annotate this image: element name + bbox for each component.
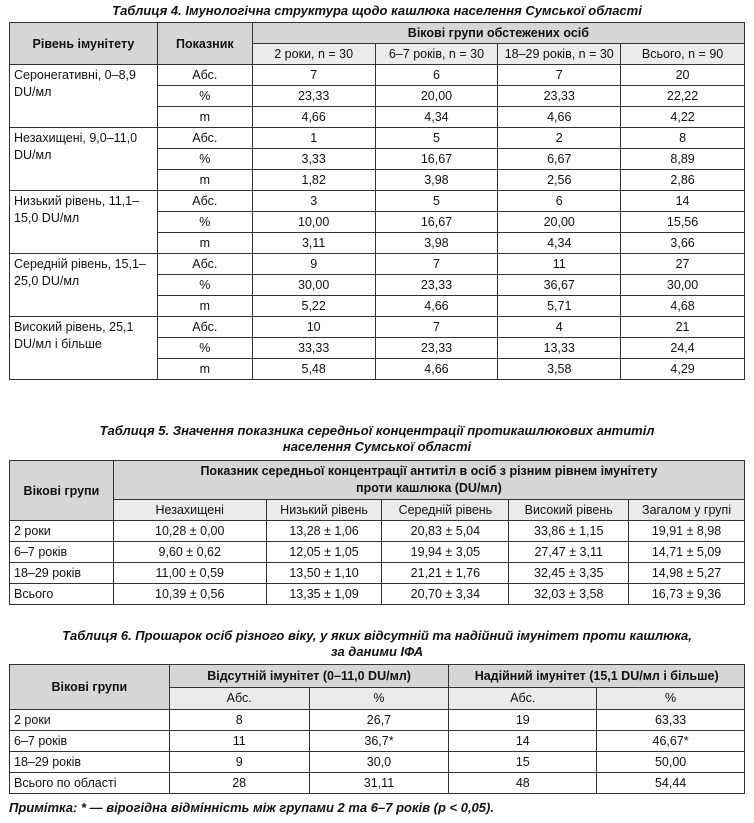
- col-header-groups: Вікові групи обстежених осіб: [252, 23, 744, 44]
- value-cell: 10,28 ± 0,00: [113, 521, 266, 542]
- value-cell: 3,98: [375, 233, 498, 254]
- age-group-cell: 18–29 років: [10, 752, 170, 773]
- value-cell: 5: [375, 128, 498, 149]
- col-header-abs: Абс.: [169, 687, 309, 710]
- value-cell: 21,21 ± 1,76: [382, 563, 509, 584]
- value-cell: 14,71 ± 5,09: [629, 542, 745, 563]
- age-group-cell: Всього по області: [10, 773, 170, 794]
- table-row: [10, 542, 745, 563]
- value-cell: 9: [169, 752, 309, 773]
- table-row: [10, 752, 745, 773]
- indicator-cell: Абс.: [157, 128, 252, 149]
- value-cell: 3,98: [375, 170, 498, 191]
- value-cell: 4,66: [498, 107, 621, 128]
- value-cell: 46,67*: [597, 731, 745, 752]
- value-cell: 23,33: [375, 338, 498, 359]
- table6-caption: [0, 628, 754, 660]
- value-cell: 3,33: [252, 149, 375, 170]
- age-group-cell: 2 роки: [10, 521, 114, 542]
- value-cell: 5,48: [252, 359, 375, 380]
- row-group-label: Середній рівень, 15,1–25,0 DU/мл: [10, 254, 158, 317]
- value-cell: 3: [252, 191, 375, 212]
- value-cell: 11: [498, 254, 621, 275]
- col-header-age: 18–29 років, n = 30: [498, 44, 621, 65]
- indicator-cell: Абс.: [157, 254, 252, 275]
- value-cell: 10,39 ± 0,56: [113, 584, 266, 605]
- value-cell: 13,33: [498, 338, 621, 359]
- indicator-cell: %: [157, 149, 252, 170]
- value-cell: 3,11: [252, 233, 375, 254]
- value-cell: 20,00: [498, 212, 621, 233]
- value-cell: 27,47 ± 3,11: [509, 542, 629, 563]
- indicator-cell: Абс.: [157, 317, 252, 338]
- col-header-level: Загалом у групі: [629, 500, 745, 521]
- table-row: [10, 254, 745, 275]
- value-cell: 16,67: [375, 212, 498, 233]
- value-cell: 15: [449, 752, 597, 773]
- row-group-label: Незахищені, 9,0–11,0 DU/мл: [10, 128, 158, 191]
- value-cell: 8: [621, 128, 745, 149]
- col-header-absent: Відсутній імунітет (0–11,0 DU/мл): [169, 665, 449, 688]
- age-group-cell: 2 роки: [10, 710, 170, 731]
- value-cell: 16,67: [375, 149, 498, 170]
- col-header-indicator: Показник: [157, 23, 252, 65]
- table-6: [9, 664, 745, 794]
- value-cell: 23,33: [498, 86, 621, 107]
- value-cell: 6: [498, 191, 621, 212]
- value-cell: 13,35 ± 1,09: [266, 584, 382, 605]
- col-header-level: Середній рівень: [382, 500, 509, 521]
- value-cell: 5,71: [498, 296, 621, 317]
- value-cell: 15,56: [621, 212, 745, 233]
- value-cell: 4,66: [252, 107, 375, 128]
- value-cell: 12,05 ± 1,05: [266, 542, 382, 563]
- table-row: [10, 731, 745, 752]
- value-cell: 23,33: [252, 86, 375, 107]
- value-cell: 14: [621, 191, 745, 212]
- col-header-age-groups: Вікові групи: [10, 461, 114, 521]
- value-cell: 6: [375, 65, 498, 86]
- table-row: [10, 773, 745, 794]
- value-cell: 8,89: [621, 149, 745, 170]
- value-cell: 11,00 ± 0,59: [113, 563, 266, 584]
- value-cell: 63,33: [597, 710, 745, 731]
- value-cell: 36,7*: [309, 731, 449, 752]
- value-cell: 30,00: [252, 275, 375, 296]
- value-cell: 26,7: [309, 710, 449, 731]
- value-cell: 9: [252, 254, 375, 275]
- table-row: [10, 521, 745, 542]
- value-cell: 4: [498, 317, 621, 338]
- indicator-cell: Абс.: [157, 65, 252, 86]
- col-header-level: Високий рівень: [509, 500, 629, 521]
- table-row: [10, 710, 745, 731]
- value-cell: 19: [449, 710, 597, 731]
- table-4: [9, 22, 745, 380]
- value-cell: 13,50 ± 1,10: [266, 563, 382, 584]
- col-header-concentration: [113, 461, 744, 500]
- table-5: [9, 460, 745, 605]
- col-header-level: Незахищені: [113, 500, 266, 521]
- col-header-reliable: Надійний імунітет (15,1 DU/мл і більше): [449, 665, 745, 688]
- value-cell: 9,60 ± 0,62: [113, 542, 266, 563]
- value-cell: 7: [375, 317, 498, 338]
- value-cell: 30,0: [309, 752, 449, 773]
- value-cell: 6,67: [498, 149, 621, 170]
- value-cell: 3,66: [621, 233, 745, 254]
- table5-caption-line: Таблиця 5. Значення показника середньої концентрації протикашлюкових антитіл: [99, 423, 655, 438]
- col-header-level: Рівень імунітету: [10, 23, 158, 65]
- indicator-cell: m: [157, 233, 252, 254]
- row-group-label: Низький рівень, 11,1–15,0 DU/мл: [10, 191, 158, 254]
- value-cell: 33,33: [252, 338, 375, 359]
- indicator-cell: %: [157, 212, 252, 233]
- value-cell: 21: [621, 317, 745, 338]
- indicator-cell: m: [157, 170, 252, 191]
- value-cell: 20,70 ± 3,34: [382, 584, 509, 605]
- age-group-cell: Всього: [10, 584, 114, 605]
- value-cell: 14,98 ± 5,27: [629, 563, 745, 584]
- col-header-abs: Абс.: [449, 687, 597, 710]
- indicator-cell: %: [157, 275, 252, 296]
- footnote: Примітка: * — вірогідна відмінність між групами 2 та 6–7 років (p < 0,05).: [9, 800, 494, 815]
- value-cell: 11: [169, 731, 309, 752]
- value-cell: 33,86 ± 1,15: [509, 521, 629, 542]
- value-cell: 32,45 ± 3,35: [509, 563, 629, 584]
- value-cell: 36,67: [498, 275, 621, 296]
- indicator-cell: %: [157, 338, 252, 359]
- col-header-level: Низький рівень: [266, 500, 382, 521]
- value-cell: 54,44: [597, 773, 745, 794]
- col-header-pct: %: [597, 687, 745, 710]
- value-cell: 19,94 ± 3,05: [382, 542, 509, 563]
- table4-caption: Таблиця 4. Імунологічна структура щодо кашлюка населення Сумської області: [112, 3, 642, 18]
- value-cell: 4,66: [375, 359, 498, 380]
- value-cell: 10: [252, 317, 375, 338]
- table-row: [10, 317, 745, 338]
- value-cell: 8: [169, 710, 309, 731]
- table-row: [10, 191, 745, 212]
- col-header-age-groups: Вікові групи: [10, 665, 170, 710]
- table-row: [10, 584, 745, 605]
- value-cell: 7: [252, 65, 375, 86]
- age-group-cell: 6–7 років: [10, 542, 114, 563]
- row-group-label: Серонегативні, 0–8,9 DU/мл: [10, 65, 158, 128]
- value-cell: 32,03 ± 3,58: [509, 584, 629, 605]
- value-cell: 4,66: [375, 296, 498, 317]
- value-cell: 1,82: [252, 170, 375, 191]
- value-cell: 48: [449, 773, 597, 794]
- indicator-cell: Абс.: [157, 191, 252, 212]
- row-group-label: Високий рівень, 25,1 DU/мл і більше: [10, 317, 158, 380]
- table6-caption-line: Таблиця 6. Прошарок осіб різного віку, у яких відсутній та надійний імунітет проти кашлюка,: [62, 628, 692, 643]
- value-cell: 20,00: [375, 86, 498, 107]
- value-cell: 2,86: [621, 170, 745, 191]
- value-cell: 20,83 ± 5,04: [382, 521, 509, 542]
- value-cell: 5: [375, 191, 498, 212]
- value-cell: 4,34: [498, 233, 621, 254]
- table5-caption: [0, 423, 754, 455]
- table-row: [10, 563, 745, 584]
- value-cell: 20: [621, 65, 745, 86]
- value-cell: 1: [252, 128, 375, 149]
- col-header-pct: %: [309, 687, 449, 710]
- value-cell: 4,68: [621, 296, 745, 317]
- value-cell: 5,22: [252, 296, 375, 317]
- value-cell: 27: [621, 254, 745, 275]
- value-cell: 13,28 ± 1,06: [266, 521, 382, 542]
- value-cell: 23,33: [375, 275, 498, 296]
- col-header-age: Всього, n = 90: [621, 44, 745, 65]
- indicator-cell: %: [157, 86, 252, 107]
- value-cell: 22,22: [621, 86, 745, 107]
- indicator-cell: m: [157, 107, 252, 128]
- indicator-cell: m: [157, 296, 252, 317]
- age-group-cell: 6–7 років: [10, 731, 170, 752]
- value-cell: 50,00: [597, 752, 745, 773]
- col-header-age: 2 роки, n = 30: [252, 44, 375, 65]
- value-cell: 4,34: [375, 107, 498, 128]
- col-header-age: 6–7 років, n = 30: [375, 44, 498, 65]
- value-cell: 2,56: [498, 170, 621, 191]
- table-row: [10, 128, 745, 149]
- value-cell: 28: [169, 773, 309, 794]
- value-cell: 24,4: [621, 338, 745, 359]
- table-row: [10, 65, 745, 86]
- value-cell: 4,22: [621, 107, 745, 128]
- value-cell: 7: [498, 65, 621, 86]
- value-cell: 3,58: [498, 359, 621, 380]
- header-line: Показник середньої концентрації антитіл в осіб з різним рівнем імунітету: [200, 464, 658, 478]
- value-cell: 7: [375, 254, 498, 275]
- value-cell: 30,00: [621, 275, 745, 296]
- header-line: проти кашлюка (DU/мл): [356, 481, 502, 495]
- value-cell: 2: [498, 128, 621, 149]
- value-cell: 19,91 ± 8,98: [629, 521, 745, 542]
- table5-caption-line: населення Сумської області: [282, 439, 472, 454]
- indicator-cell: m: [157, 359, 252, 380]
- value-cell: 31,11: [309, 773, 449, 794]
- value-cell: 16,73 ± 9,36: [629, 584, 745, 605]
- value-cell: 14: [449, 731, 597, 752]
- value-cell: 4,29: [621, 359, 745, 380]
- value-cell: 10,00: [252, 212, 375, 233]
- table6-caption-line: за даними ІФА: [330, 644, 424, 659]
- age-group-cell: 18–29 років: [10, 563, 114, 584]
